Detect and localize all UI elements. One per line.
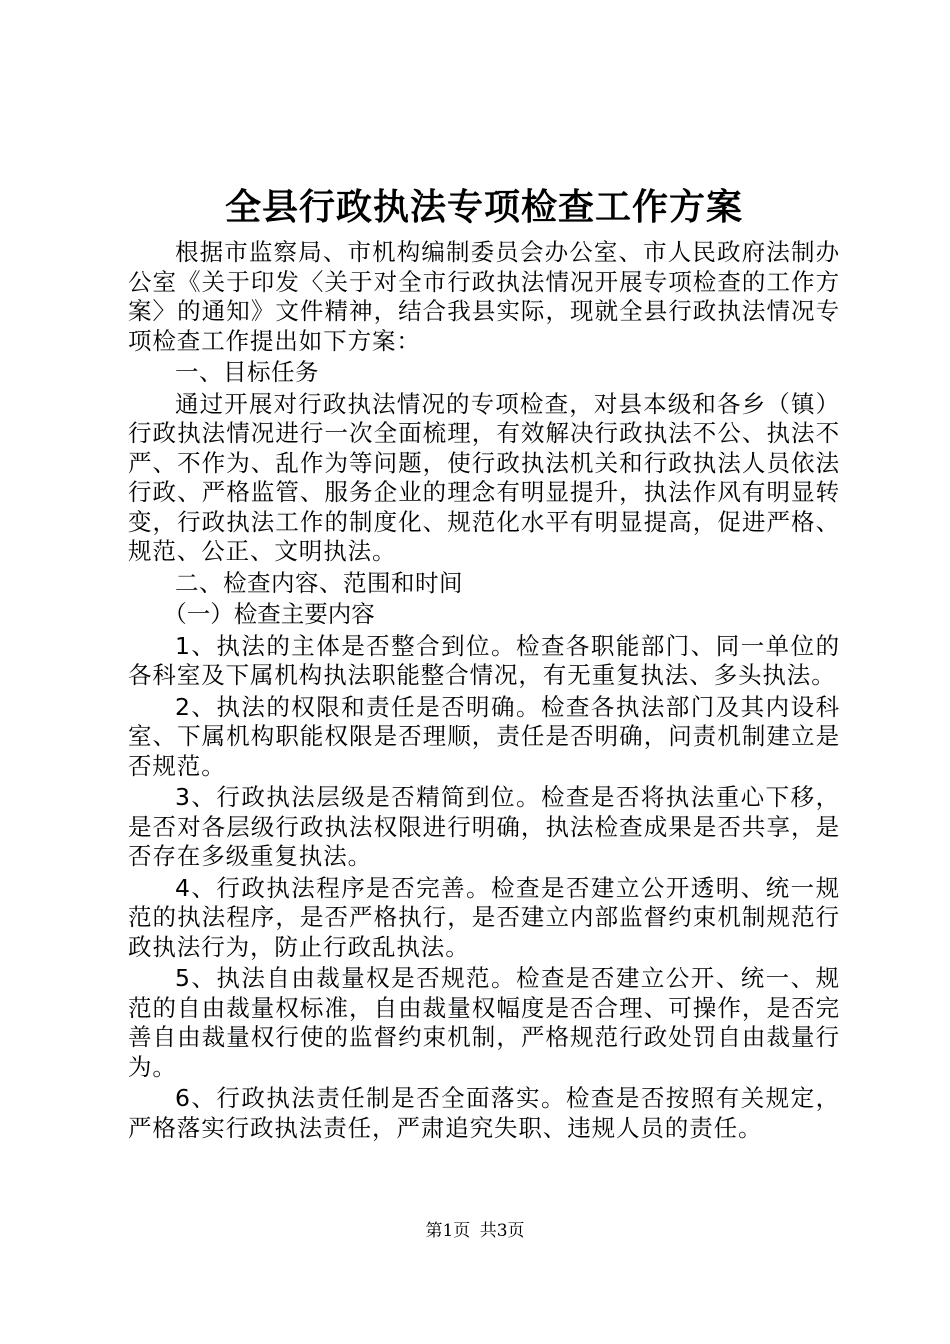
item-lead: 3、行政执法层级是否精简到位。	[175, 783, 541, 811]
item-body: 检查是否建立公开透明、统一规范的执法程序，是否严格执行，是否建立内部监督约束机制规范行政执法行为，防止行政乱执法。	[128, 873, 840, 961]
list-item	[128, 874, 840, 963]
item-lead: 1、执法的主体是否整合到位。	[175, 631, 516, 660]
document-page	[128, 180, 840, 1145]
item-body: 检查各职能部门、同一单位的各科室及下属机构执法职能整合情况，有无重复执法、多头执法。	[128, 631, 841, 689]
item-body: 检查是否按照有关规定，严格落实行政执法责任，严肃追究失职、违规人员的责任。	[128, 1084, 840, 1142]
document-title: 全县行政执法专项检查工作方案	[224, 187, 743, 228]
item-lead: 5、执法自由裁量权是否规范。	[175, 964, 516, 992]
item-lead: 4、行政执法程序是否完善。	[175, 873, 492, 902]
page-total: 共3页	[479, 1221, 525, 1241]
page-number: 第1页	[425, 1221, 471, 1241]
page-footer	[0, 1216, 950, 1241]
section-heading-scope: 二、检查内容、范围和时间	[175, 568, 463, 597]
item-body: 检查各执法部门及其内设科室、下属机构职能权限是否理顺，责任是否明确，问责机制建立是否规范。	[128, 692, 840, 780]
subsection-heading-content: （一）检查主要内容	[163, 600, 375, 628]
list-item	[128, 632, 840, 691]
item-body: 检查是否将执法重心下移，是否对各层级行政执法权限进行明确，执法检查成果是否共享，是否存在多级重复执法。	[128, 783, 840, 870]
section-heading-goals: 一、目标任务	[175, 358, 319, 386]
intro-paragraph: 根据市监察局、市机构编制委员会办公室、市人民政府法制办公室《关于印发〈关于对全市行政执法情况开展专项检查的工作方案〉的通知》文件精神，结合我县实际，现就全县行政执法情况专项检查工作提出如下方案：	[128, 238, 840, 355]
list-item	[128, 964, 840, 1082]
list-item	[128, 1084, 840, 1143]
item-lead: 2、执法的权限和责任是否明确。	[175, 692, 541, 721]
item-lead: 6、行政执法责任制是否全面落实。	[175, 1084, 566, 1112]
item-body: 检查是否建立公开、统一、规范的自由裁量权标准，自由裁量权幅度是否合理、可操作，是否完善自由裁量权行使的监督约束机制，严格规范行政处罚自由裁量行为。	[128, 964, 841, 1081]
list-item	[128, 783, 840, 872]
goals-paragraph: 通过开展对行政执法情况的专项检查，对县本级和各乡（镇）行政执法情况进行一次全面梳理，有效解决行政执法不公、执法不严、不作为、乱作为等问题，使行政执法机关和行政执法人员依法行政、严格监管、服务企业的理念有明显提升，执法作风有明显转变，行政执法工作的制度化、规范化水平有明显提高，促进严格、规范、公正、文明执法。	[128, 389, 840, 565]
list-item	[128, 693, 840, 782]
